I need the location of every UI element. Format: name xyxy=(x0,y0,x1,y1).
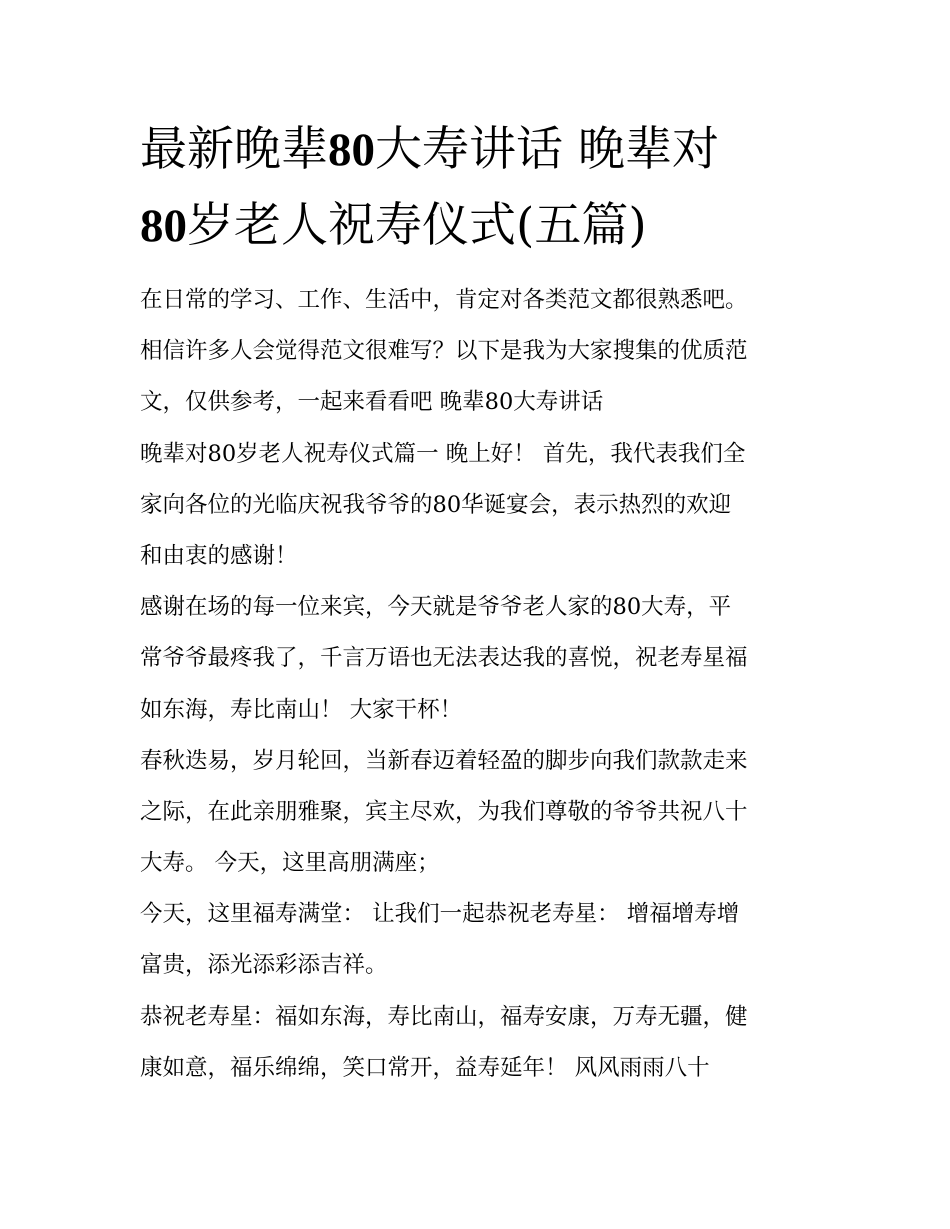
body-line: 春秋迭易，岁月轮回，当新春迈着轻盈的脚步向我们款款走来 xyxy=(140,747,748,774)
title-line-1: 最新晚辈80大寿讲话 晚辈对 xyxy=(140,122,719,177)
body-line: 文，仅供参考，一起来看看吧 晚辈80大寿讲话 xyxy=(140,389,604,416)
title-line-2: 80岁老人祝寿仪式(五篇) xyxy=(140,198,647,253)
body-line: 相信许多人会觉得范文很难写？以下是我为大家搜集的优质范 xyxy=(140,338,748,365)
body-line: 感谢在场的每一位来宾，今天就是爷爷老人家的80大寿，平 xyxy=(140,594,732,621)
document-title xyxy=(140,112,840,264)
body-line: 大寿。 今天，这里高朋满座； xyxy=(140,850,440,877)
body-line: 和由衷的感谢！ xyxy=(140,542,298,569)
body-line: 家向各位的光临庆祝我爷爷的80华诞宴会，表示热烈的欢迎 xyxy=(140,491,732,518)
body-line: 恭祝老寿星：福如东海，寿比南山，福寿安康，万寿无疆，健 xyxy=(140,1003,748,1030)
body-line: 常爷爷最疼我了，千言万语也无法表达我的喜悦，祝老寿星福 xyxy=(140,645,748,672)
body-line: 在日常的学习、工作、生活中，肯定对各类范文都很熟悉吧。 xyxy=(140,287,748,313)
body-line: 如东海，寿比南山！ 大家干杯！ xyxy=(140,696,463,723)
body-line: 晚辈对80岁老人祝寿仪式篇一 晚上好！ 首先，我代表我们全 xyxy=(140,440,746,467)
body-line: 之际，在此亲朋雅聚，宾主尽欢，为我们尊敬的爷爷共祝八十 xyxy=(140,798,748,825)
document-body xyxy=(140,275,830,1094)
body-line: 今天，这里福寿满堂： 让我们一起恭祝老寿星： 增福增寿增 xyxy=(140,901,740,928)
body-line: 康如意，福乐绵绵，笑口常开，益寿延年！ 风风雨雨八十 xyxy=(140,1054,710,1081)
body-line: 富贵，添光添彩添吉祥。 xyxy=(140,952,388,979)
